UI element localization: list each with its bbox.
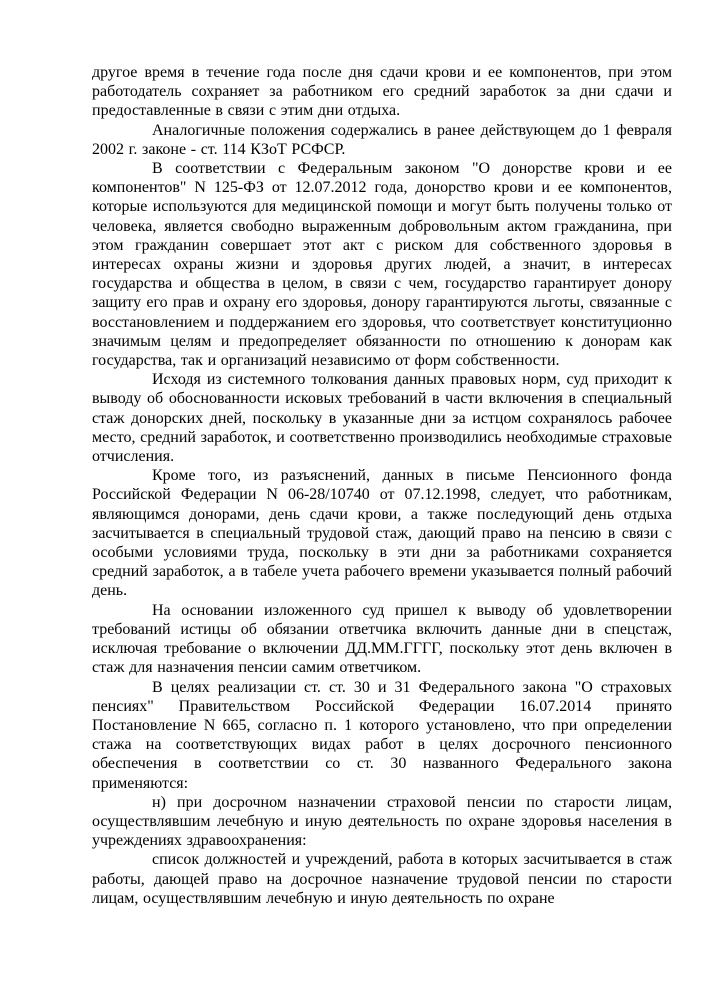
paragraph-court-conclusion-special-record: Исходя из системного толкования данных правовых норм, суд приходит к выводу об обоснованности исковых требований в части включения в специальный стаж донорских дней, поскольку в указанные дни за истцом сохранялось рабочее место, средний заработок, и соответственно производились необходимые страховые отчисления. [92,371,672,466]
paragraph-government-resolution-665: В целях реализации ст. ст. 30 и 31 Федерального закона "О страховых пенсиях" Правительством Российской Федерации 16.07.2014 принято Постановление N 665, согласно п. 1 которого установлено, что при определении стажа на соответствующих видах работ в целях досрочного пенсионного обеспечения в соответствии со ст. 30 названного Федерального закона применяются: [92,678,672,792]
paragraph-list-of-positions: список должностей и учреждений, работа в которых засчитывается в стаж работы, дающей право на досрочное назначение трудовой пенсии по старости лицам, осуществлявшим лечебную и иную деятельность по охране [92,851,672,907]
paragraph-pension-fund-letter: Кроме того, из разъяснений, данных в письме Пенсионного фонда Российской Федерации N 06-28/10740 от 07.12.1998, следует, что работникам, являющимся донорами, день сдачи крови, а также последующий день отдыха засчитывается в специальный трудовой стаж, дающий право на пенсию в связи с особыми условиями труда, поскольку в эти дни за работниками сохраняется средний заработок, а в табеле учета рабочего времени указывается полный рабочий день. [92,467,672,600]
paragraph-kzot-rsfsr-reference: Аналогичные положения содержались в ранее действующем до 1 февраля 2002 г. законе - ст. 114 КЗоТ РСФСР. [92,121,672,158]
paragraph-donor-days-pay-continuation: другое время в течение года после дня сдачи крови и ее компонентов, при этом работодатель сохраняет за работником его средний заработок за дни сдачи и предоставленные в связи с этим дни отдыха. [92,64,672,120]
document-text-block [92,63,672,908]
paragraph-federal-law-125-fz-blood-donation: В соответствии с Федеральным законом "О донорстве крови и ее компонентов" N 125-ФЗ от 12.07.2012 года, донорство крови и ее компонентов, которые используются для медицинской помощи и могут быть получены только от человека, является свободно выраженным добровольным актом гражданина, при этом гражданин совершает этот акт с риском для собственного здоровья в интересах охраны жизни и здоровья других людей, а значит, в интересах государства и общества в целом, в связи с чем, государство гарантирует донору защиту его прав и охрану его здоровья, донору гарантируются льготы, связанные с восстановлением и поддержанием его здоровья, что соответствует конституционно значимым целям и предопределяет обязанности по отношению к донорам как государства, так и организаций независимо от форм собственности. [92,160,672,370]
paragraph-court-decision-satisfy-claims: На основании изложенного суд пришел к выводу об удовлетворении требований истицы об обязании ответчика включить данные дни в спецстаж, исключая требование о включении ДД.ММ.ГГГГ, поскольку этот день включен в стаж для назначения пенсии самим ответчиком. [92,601,672,677]
paragraph-clause-n-early-pension: н) при досрочном назначении страховой пенсии по старости лицам, осуществлявшим лечебную и иную деятельность по охране здоровья населения в учреждениях здравоохранения: [92,793,672,850]
